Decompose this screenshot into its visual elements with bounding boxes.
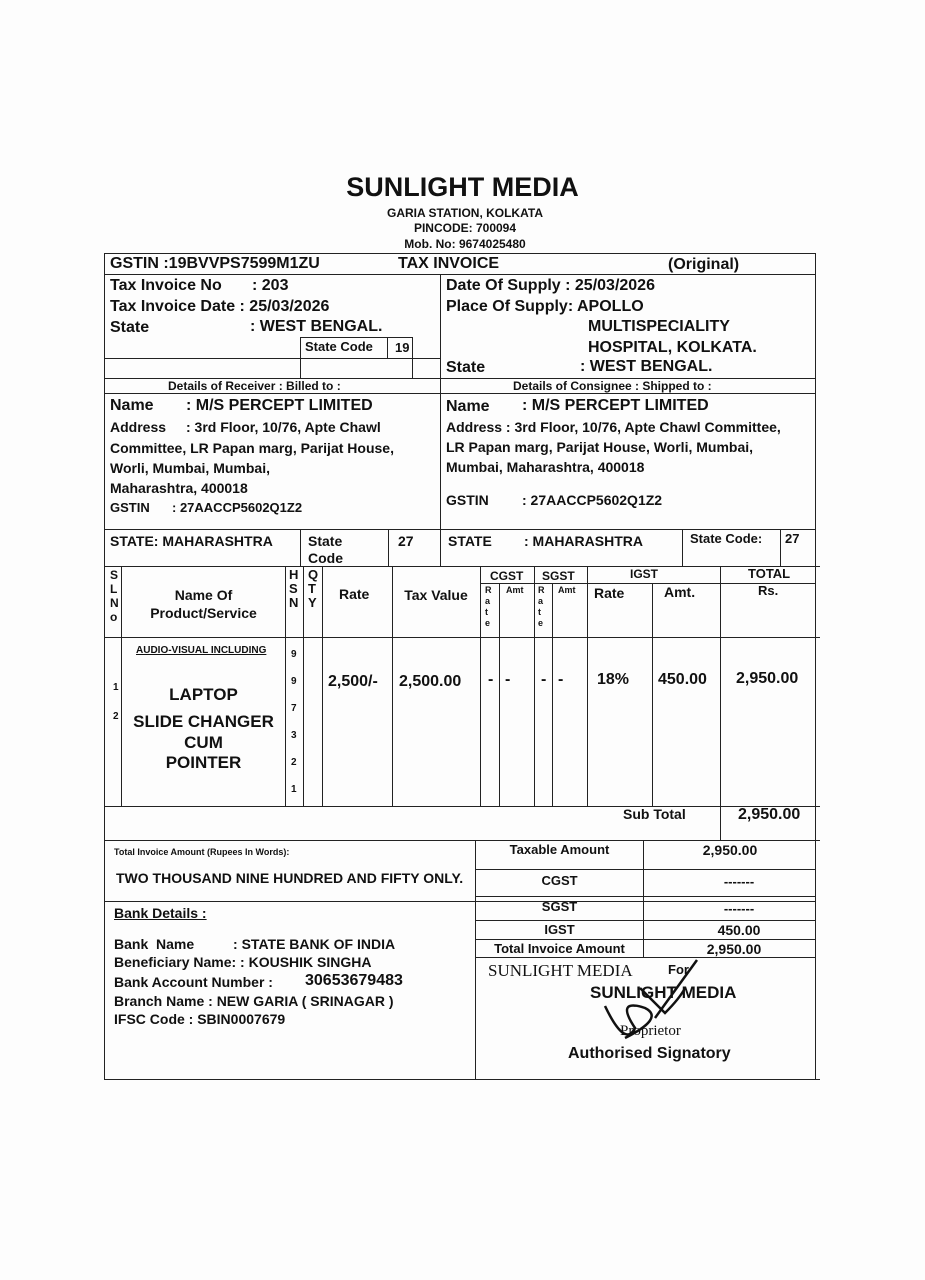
sgst-header: SGST — [542, 569, 575, 583]
subtotal-label: Sub Total — [623, 806, 686, 822]
sgst-amt-header: Amt — [558, 585, 576, 595]
consignee-name: : M/S PERCEPT LIMITED — [522, 397, 709, 414]
state-code-label: State Code — [305, 339, 373, 354]
receiver-state-code-label: State Code — [308, 533, 343, 566]
seller-gstin: GSTIN :19BVVPS7599M1ZU — [110, 255, 320, 272]
slno-header: S L N o — [110, 568, 119, 624]
summary-value-taxable: 2,950.00 — [702, 842, 758, 858]
divider — [475, 939, 816, 940]
summary-value-total: 2,950.00 — [706, 941, 762, 957]
state-label: State — [110, 319, 150, 336]
invoice-date: Tax Invoice Date : 25/03/2026 — [110, 298, 330, 315]
authorised-signatory: Authorised Signatory — [568, 1045, 731, 1062]
divider — [322, 566, 323, 806]
summary-label-igst: IGST — [544, 922, 575, 937]
item-name-2: SLIDE CHANGER — [133, 712, 274, 731]
item-sgst-amt: - — [558, 671, 564, 688]
divider — [104, 806, 820, 807]
divider — [300, 337, 412, 338]
subtotal-value: 2,950.00 — [738, 806, 801, 823]
consignee-state-code: 27 — [785, 531, 800, 546]
company-name: SUNLIGHT MEDIA — [346, 172, 579, 202]
signature-for: For — [668, 962, 689, 977]
place-of-supply-line3: HOSPITAL, KOLKATA. — [588, 339, 757, 356]
item-name-1: LAPTOP — [169, 685, 238, 704]
receiver-address-2: Committee, LR Papan marg, Parijat House, — [110, 440, 394, 456]
receiver-address-3: Worli, Mumbai, Mumbai, — [110, 460, 270, 476]
invoice-no: : 203 — [252, 277, 289, 294]
divider — [388, 529, 389, 566]
item-hsn: 9 9 7 3 2 1 — [291, 649, 297, 795]
item-sl-1: 1 — [113, 682, 119, 693]
divider — [303, 566, 304, 806]
place-of-supply-line2: MULTISPECIALITY — [588, 318, 730, 335]
date-of-supply: Date Of Supply : 25/03/2026 — [446, 277, 655, 294]
item-sgst-rate: - — [541, 671, 547, 688]
branch-name: Branch Name : NEW GARIA ( SRINAGAR ) — [114, 993, 394, 1009]
total-header: TOTAL — [748, 566, 791, 581]
product-header: Name Of Product/Service — [150, 587, 257, 621]
summary-label-cgst: CGST — [541, 873, 578, 888]
place-state: : WEST BENGAL. — [580, 358, 713, 375]
item-category: AUDIO-VISUAL INCLUDING — [136, 645, 267, 656]
consignee-address-3: Mumbai, Maharashtra, 400018 — [446, 459, 645, 475]
account-number: 30653679483 — [305, 972, 403, 989]
item-cgst-amt: - — [505, 671, 511, 688]
divider — [387, 337, 388, 358]
cgst-amt-header: Amt — [506, 585, 524, 595]
divider — [285, 566, 286, 806]
company-address: GARIA STATION, KOLKATA — [387, 206, 543, 220]
receiver-state-code: 27 — [398, 533, 414, 549]
cgst-header: CGST — [490, 569, 524, 583]
item-sl-2: 2 — [113, 711, 119, 722]
place-of-supply: Place Of Supply: APOLLO — [446, 298, 644, 315]
state-value: : WEST BENGAL. — [250, 318, 383, 335]
divider — [104, 1079, 820, 1080]
document-title: TAX INVOICE — [398, 255, 500, 272]
consignee-address-2: LR Papan marg, Parijat House, Worli, Mumbai, — [446, 439, 754, 455]
sgst-rate-header: R a t e — [538, 585, 545, 628]
proprietor-label: Proprietor — [620, 1023, 681, 1039]
cgst-rate-header: R a t e — [485, 585, 492, 628]
item-name-3: CUM — [184, 733, 223, 752]
divider — [300, 529, 301, 566]
receiver-heading: Details of Receiver : Billed to : — [168, 379, 341, 393]
consignee-name-label: Name — [446, 398, 490, 415]
item-tax-value: 2,500.00 — [399, 673, 462, 690]
divider — [652, 583, 653, 806]
item-igst-amt: 450.00 — [658, 671, 707, 688]
total-unit-header: Rs. — [758, 583, 779, 598]
divider — [104, 840, 820, 841]
company-pincode: PINCODE: 700094 — [413, 221, 517, 235]
divider — [104, 529, 816, 530]
amount-in-words-label: Total Invoice Amount (Rupees In Words): — [114, 847, 290, 857]
divider — [392, 566, 393, 806]
igst-header: IGST — [630, 567, 659, 581]
divider — [104, 566, 820, 567]
summary-value-igst: 450.00 — [717, 922, 761, 938]
tax-value-header: Tax Value — [404, 587, 468, 603]
copy-type: (Original) — [668, 256, 740, 273]
account-number-label: Bank Account Number : — [114, 974, 273, 990]
divider — [104, 637, 820, 638]
item-igst-rate: 18% — [597, 671, 630, 688]
divider — [104, 274, 816, 275]
consignee-heading: Details of Consignee : Shipped to : — [513, 379, 712, 393]
divider — [682, 529, 683, 566]
state-code: 19 — [395, 340, 410, 355]
receiver-address-label: Address — [110, 419, 167, 435]
company-mobile: Mob. No: 9674025480 — [404, 237, 526, 251]
receiver-name-label: Name — [110, 397, 154, 414]
divider — [104, 253, 105, 1080]
divider — [440, 274, 441, 566]
divider — [720, 566, 721, 840]
receiver-name: : M/S PERCEPT LIMITED — [186, 397, 373, 414]
item-name-4: POINTER — [165, 753, 242, 772]
receiver-gstin: : 27AACCP5602Q1Z2 — [172, 500, 303, 515]
receiver-gstin-label: GSTIN — [110, 500, 150, 515]
rate-header: Rate — [339, 586, 370, 602]
divider — [104, 358, 441, 359]
ifsc-code: IFSC Code : SBIN0007679 — [114, 1011, 286, 1027]
divider — [480, 566, 481, 806]
qty-header: Q T Y — [308, 567, 319, 610]
consignee-state-label: STATE — [448, 533, 492, 549]
stamp-text: SUNLIGHT MEDIA — [488, 961, 633, 980]
receiver-address-1: : 3rd Floor, 10/76, Apte Chawl — [186, 419, 381, 435]
amount-in-words: TWO THOUSAND NINE HUNDRED AND FIFTY ONLY. — [116, 870, 464, 886]
item-rate: 2,500/- — [328, 673, 378, 690]
consignee-state-code-label: State Code: — [690, 531, 763, 546]
beneficiary-name: Beneficiary Name: : KOUSHIK SINGHA — [114, 954, 372, 970]
igst-rate-header: Rate — [594, 585, 625, 601]
item-cgst-rate: - — [488, 671, 494, 688]
summary-value-sgst: ------- — [723, 901, 755, 916]
divider — [552, 583, 553, 806]
divider — [475, 869, 816, 870]
consignee-gstin: : 27AACCP5602Q1Z2 — [522, 492, 663, 508]
summary-label-taxable: Taxable Amount — [509, 842, 610, 857]
consignee-state: : MAHARASHTRA — [524, 533, 643, 549]
divider — [475, 920, 816, 921]
summary-value-cgst: ------- — [723, 874, 755, 889]
receiver-address-4: Maharashtra, 400018 — [110, 480, 248, 496]
divider — [104, 393, 816, 394]
summary-label-sgst: SGST — [541, 899, 578, 914]
receiver-state: STATE: MAHARASHTRA — [110, 533, 273, 549]
hsn-header: H S N — [289, 567, 299, 610]
divider — [104, 253, 816, 254]
bank-details-heading: Bank Details : — [114, 905, 207, 921]
summary-label-total: Total Invoice Amount — [494, 941, 625, 956]
invoice-no-label: Tax Invoice No — [110, 277, 222, 294]
bank-name: Bank Name : STATE BANK OF INDIA — [114, 936, 396, 952]
item-total: 2,950.00 — [736, 670, 799, 687]
divider — [587, 566, 588, 806]
consignee-address-1: Address : 3rd Floor, 10/76, Apte Chawl Committee, — [446, 419, 781, 435]
divider — [534, 566, 535, 806]
divider — [499, 583, 500, 806]
divider — [475, 896, 816, 897]
company-stamp: SUNLIGHT MEDIA — [590, 983, 737, 1002]
consignee-gstin-label: GSTIN — [446, 492, 489, 508]
divider — [780, 529, 781, 566]
igst-amt-header: Amt. — [664, 584, 696, 600]
place-state-label: State — [446, 359, 486, 376]
